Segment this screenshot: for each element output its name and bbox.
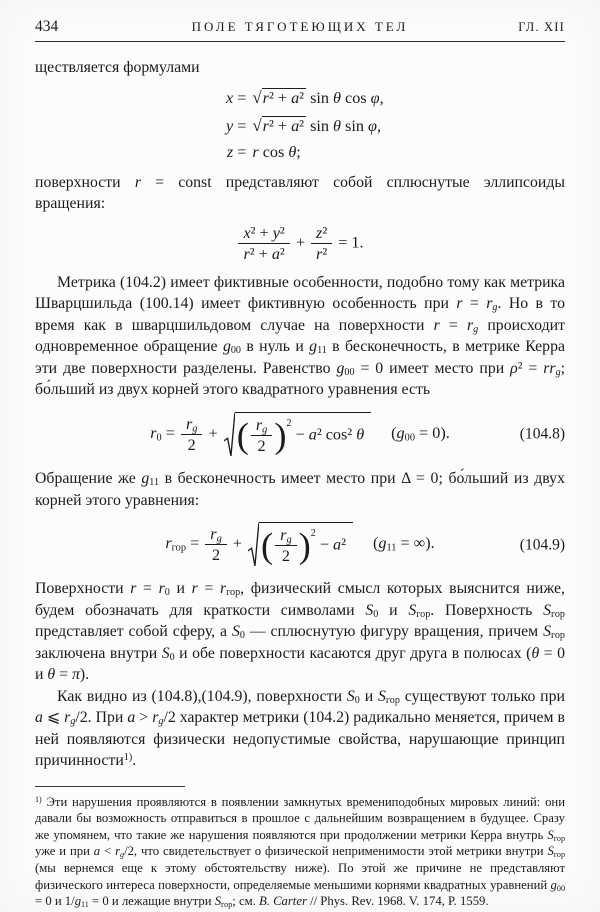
paragraph-g11: Обращение же $g_{11}$ в бесконечность имеет место при Δ = 0; бо́льший из двух корней этого уравнения: xyxy=(35,470,565,509)
chapter-label: ГЛ. XII xyxy=(518,20,565,34)
equation-body xyxy=(165,522,434,567)
radical-sign-icon: √ xyxy=(252,88,262,108)
equation-y xyxy=(216,115,383,137)
equation-104-8 xyxy=(35,412,565,457)
eq-rhs xyxy=(246,89,383,107)
paragraph-existence: Как видно из (104.8),(104.9), поверхности $S_0$ и $S_{гор}$ существуют только при a ⩽ $r_g/2$. При $a > r_g/2$ характер метрики (104.2) радикально меняется, причем в ней появляются физически недопустимые свойства, нарушающие принцип причинности$^{1)}$. xyxy=(35,687,565,770)
eq-lhs: $r_{гор}$ = xyxy=(165,534,204,554)
running-head xyxy=(35,18,565,42)
square-root xyxy=(248,522,353,567)
eq-tail: sin θ sin φ, xyxy=(306,116,381,135)
exponent: 2 xyxy=(310,527,316,539)
eq-lhs: x = xyxy=(225,89,247,108)
eq-rhs: r cos θ; xyxy=(252,142,301,161)
radical-sign-icon xyxy=(224,412,235,457)
fraction-denominator: 2 xyxy=(281,547,290,566)
footnote-area xyxy=(35,772,565,910)
fraction-numerator: x² + y² xyxy=(238,224,289,244)
radicand: r² + a² xyxy=(262,89,305,108)
equation-coordinates xyxy=(35,87,565,162)
fraction-denominator: r² xyxy=(316,244,328,263)
fraction-denominator: 2 xyxy=(187,435,196,454)
radicand xyxy=(259,522,353,567)
equation-z xyxy=(216,142,383,163)
equation-number: (104.8) xyxy=(519,425,565,443)
paragraph-surfaces: поверхности r = const представляют собой сплюснутые эллипсоиды вращения: xyxy=(35,173,566,213)
equation-x xyxy=(216,87,383,109)
plus-operator: + xyxy=(291,233,309,252)
fraction xyxy=(275,526,297,565)
close-paren: ) xyxy=(298,525,311,566)
radicand xyxy=(235,412,371,457)
eq-lhs: y = xyxy=(225,116,247,135)
open-paren: ( xyxy=(236,415,249,456)
eq-lhs: z = xyxy=(226,142,247,161)
square-root xyxy=(252,89,306,107)
running-title: ПОЛЕ ТЯГОТЕЮЩИХ ТЕЛ xyxy=(191,19,409,34)
footnote-text: $^{1)}$ Эти нарушения проявляются в появлении замкнутых времениподобных мировых линий: они давали бы возможность отправиться в прошлое с дальнейшим возвращением в будущее. Сразу же упомянем, что такие же нарушения появляются при продолжении метрики Керра внутрь $S_{гор}$ уже и при $a < r_g/2$, что свидетельствует о физической неприменимости этой метрики внутри $S_{гор}$ (мы вернемся еще к этому обстоятельству ниже). По этой же причине не представляют физического интереса поверхности, определяемые меньшими корнями квадратных уравнений $g_{00} = 0$ и $1/g_{11} = 0$ и лежащие внутри $S_{гор}$; см. B. Carter // Phys. Rev. 1968. V. 174, P. 1559. xyxy=(35,794,566,910)
fraction xyxy=(205,525,227,564)
square-root xyxy=(252,117,306,135)
eq-rhs: = 1. xyxy=(334,233,364,252)
paragraph-s0-sgor: Поверхности $r = r_0$ и $r = r_{гор}$, физический смысл которых выяснится ниже, будем обозначать для краткости символами $S_0$ и $S_{гор}$. Поверхность $S_{гор}$ представляет собой сферу, а $S_0$ — сплюснутую фигуру вращения, причем $S_{гор}$ заключена внутри $S_0$ и обе поверхности касаются друг друга в полюсах (θ = 0 и θ = π). xyxy=(35,580,565,684)
fraction-numerator: $r_g$ xyxy=(275,526,297,546)
page-number: 434 xyxy=(35,18,59,35)
eq-condition: ($g_{11}$ = ∞). xyxy=(372,534,435,554)
eq-rhs xyxy=(246,117,381,135)
fraction-numerator: $r_g$ xyxy=(181,415,203,435)
exponent: 2 xyxy=(286,417,292,429)
eq-tail: sin θ cos φ, xyxy=(306,89,384,108)
plus-operator: + xyxy=(204,424,222,443)
eq-condition: $(g_{00} = 0)$. xyxy=(391,424,450,444)
equation-body xyxy=(150,412,450,457)
fraction-denominator: 2 xyxy=(211,546,221,565)
equation-ellipsoid xyxy=(35,224,565,263)
open-paren: ( xyxy=(260,525,274,566)
fraction-denominator: r² + a² xyxy=(243,244,285,263)
close-paren: ) xyxy=(274,415,287,456)
paragraph-metric: Метрика (104.2) имеет фиктивные особенности, подобно тому как метрика Шварцшильда (100.14) имеет фиктивную особенность при $r = r_g$. Но в то время как в шварцшильдовом случае на поверхности $r = r_g$ происходит одновременное обращение $g_{00}$ в нуль и $g_{11}$ в бесконечность, в метрике Керра эти две поверхности разделены. Равенство $g_{00} = 0$ имеет место при $\rho^2 = rr_g$; бо́льший из двух корней этого квадратного уравнения есть xyxy=(35,273,566,399)
fraction-numerator: z² xyxy=(311,224,332,244)
footnote-separator xyxy=(35,786,185,787)
eq-lhs: $r_0$ = xyxy=(150,424,179,444)
plus-operator: + xyxy=(228,534,246,553)
fraction-denominator: 2 xyxy=(257,436,266,455)
fraction xyxy=(238,224,289,263)
radical-sign-icon: √ xyxy=(252,115,262,135)
equation-104-9 xyxy=(35,522,565,567)
eq-tail: − a² xyxy=(315,535,346,554)
square-root xyxy=(224,412,371,457)
radicand: r² + a² xyxy=(262,116,305,135)
page-body xyxy=(35,57,565,910)
fraction xyxy=(181,415,203,454)
fraction xyxy=(311,224,332,263)
aligned-equations xyxy=(216,87,383,162)
fraction xyxy=(251,416,273,455)
fraction-numerator: $r_g$ xyxy=(251,416,273,436)
equation-number: (104.9) xyxy=(519,536,565,554)
paragraph-intro: ществляется формулами xyxy=(35,59,200,76)
radical-sign-icon xyxy=(248,522,259,567)
eq-tail: − a² cos² θ xyxy=(291,425,365,444)
fraction-numerator: $r_g$ xyxy=(205,525,227,545)
